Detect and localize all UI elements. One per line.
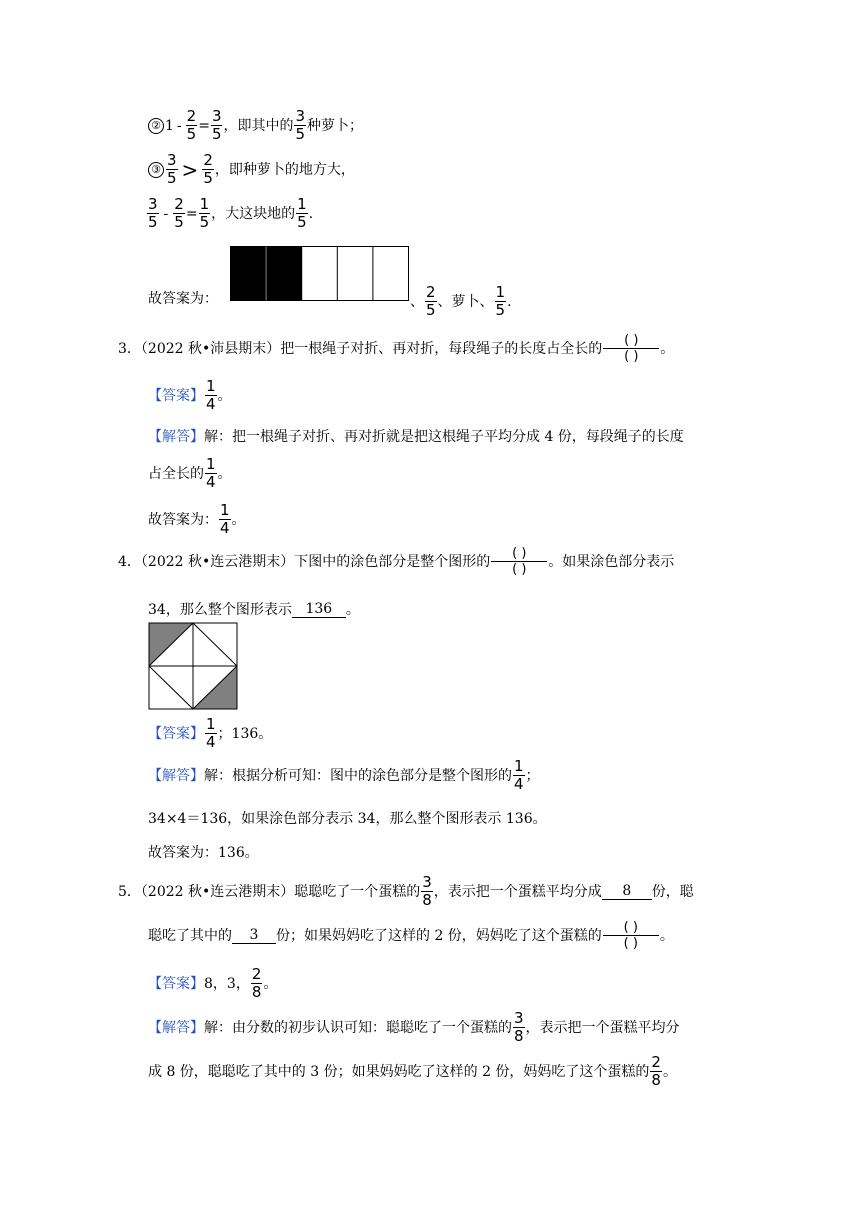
fraction: $\frac{2}{5}$ [426, 283, 436, 319]
q4-final [148, 846, 259, 860]
square-figure [148, 622, 240, 712]
q5-answer [148, 966, 277, 1001]
text: ，大这块地的 [211, 205, 296, 222]
step-number: ② [148, 118, 164, 134]
five-part-rectangle [230, 246, 410, 302]
text: 、萝卜、 [437, 293, 494, 310]
q5-analysis-line2 [148, 1054, 677, 1089]
q2-step2-line [148, 108, 363, 143]
fill-blank[interactable]: 3 [232, 927, 276, 944]
text: 解：根据分析可知：图中的涂色部分是整个图形的 [204, 767, 512, 784]
q4-analysis-line2 [148, 812, 547, 826]
fill-blank[interactable]: 8 [602, 883, 652, 900]
text: 种萝卜； [307, 117, 364, 134]
q4-stem-line1 [118, 546, 674, 577]
question-text: 4．（2022 秋•连云港期末）下图中的涂色部分是整个图形的 [118, 553, 491, 570]
q3-stem [118, 333, 674, 364]
text: 故答案为：136。 [148, 845, 259, 861]
analysis-tag: 【解答】 [148, 1019, 204, 1036]
text: ，即种萝卜的地方大， [214, 161, 355, 178]
fraction: $\frac{1}{5}$ [495, 283, 506, 319]
fraction: $\frac{3}{5}$ [211, 107, 222, 143]
answer-tag: 【答案】 [148, 975, 204, 992]
q3-analysis-line2 [148, 456, 232, 491]
text: 34×4＝136，如果涂色部分表示 34，那么整个图形表示 136。 [148, 811, 547, 827]
text: 8，3， [204, 975, 250, 992]
text: . [308, 205, 314, 222]
text: 。 [217, 465, 232, 482]
question-text: 5．（2022 秋•连云港期末）聪聪吃了一个蛋糕的 [118, 883, 421, 900]
fraction: $\frac{1}{5}$ [199, 195, 210, 231]
text: ，表示把一个蛋糕平均分成 [433, 883, 602, 900]
fraction: $\frac{3}{8}$ [422, 873, 432, 909]
fraction: $\frac{1}{4}$ [206, 455, 216, 491]
question-text: 聪吃了其中的 [148, 927, 232, 944]
question-text: 3．（2022 秋•沛县期末）把一根绳子对折、再对折，每段绳子的长度占全长的 [118, 340, 603, 357]
q3-final [148, 502, 246, 537]
text: ，表示把一个蛋糕平均分 [525, 1019, 680, 1036]
fraction: $\frac{1}{4}$ [206, 377, 216, 413]
q2-step3-line [148, 152, 355, 187]
q4-stem-line2 [148, 601, 360, 618]
operator: - [176, 117, 182, 134]
text: 。 [662, 1063, 677, 1080]
fill-blank[interactable]: 136 [292, 601, 346, 618]
q4-analysis-line1 [148, 758, 540, 793]
number: 1 [165, 117, 174, 134]
greater-than: > [181, 157, 199, 182]
text: 解：把一根绳子对折、再对折就是把这根绳子平均分成 4 份，每段绳子的长度 [204, 429, 684, 445]
text: . [507, 293, 512, 310]
text: 份，聪 [651, 883, 694, 900]
q2-answer-rest [410, 284, 512, 319]
fraction-blank[interactable]: $\frac{( )}{( )}$ [603, 333, 659, 364]
fraction: $\frac{2}{5}$ [174, 195, 184, 231]
q5-stem-line2 [148, 920, 674, 951]
equals: = [185, 205, 198, 222]
text: 。 [231, 511, 246, 528]
q2-step3b-line [146, 196, 313, 231]
text: ； [525, 767, 540, 784]
operator: - [163, 205, 169, 222]
fraction: $\frac{2}{5}$ [186, 107, 197, 143]
text: 。 [217, 387, 232, 404]
text: 解：由分数的初步认识可知：聪聪吃了一个蛋糕的 [204, 1019, 512, 1036]
answer-tag: 【答案】 [148, 387, 204, 404]
text: 份；如果妈妈吃了这样的 2 份，妈妈吃了这个蛋糕的 [276, 927, 602, 944]
text: 。 [660, 340, 675, 357]
q2-answer-prefix [148, 292, 218, 306]
fraction: $\frac{1}{4}$ [514, 757, 524, 793]
fraction-blank[interactable]: $\frac{( )}{( )}$ [491, 546, 547, 577]
fraction: $\frac{3}{5}$ [148, 195, 158, 231]
text: ；136。 [217, 725, 273, 742]
fraction: $\frac{1}{5}$ [297, 195, 307, 231]
step-number: ③ [148, 162, 164, 178]
fraction: $\frac{2}{8}$ [251, 965, 262, 1001]
q5-analysis-line1 [148, 1010, 680, 1045]
fraction-blank[interactable]: $\frac{( )}{( )}$ [603, 920, 659, 951]
text: 。 [263, 975, 278, 992]
text: 。 [659, 927, 674, 944]
question-text: 34，那么整个图形表示 [148, 601, 292, 618]
analysis-tag: 【解答】 [148, 429, 204, 445]
text: 占全长的 [148, 465, 204, 482]
text: 。 [345, 601, 360, 618]
answer-tag: 【答案】 [148, 725, 204, 742]
fraction: $\frac{3}{8}$ [514, 1009, 524, 1045]
fraction: $\frac{1}{4}$ [206, 715, 216, 751]
q5-stem-line1 [118, 874, 694, 909]
equals: = [198, 117, 210, 134]
q4-answer [148, 716, 272, 751]
text: 成 8 份，聪聪吃了其中的 3 份；如果妈妈吃了这样的 2 份，妈妈吃了这个蛋糕的 [148, 1063, 650, 1080]
text: 、 [410, 293, 424, 310]
fraction: $\frac{2}{8}$ [651, 1053, 661, 1089]
q3-analysis-line1 [148, 430, 684, 444]
text: ，即其中的 [223, 117, 294, 134]
text: 故答案为： [148, 291, 218, 307]
fraction: $\frac{3}{5}$ [295, 107, 306, 143]
text: 故答案为： [148, 511, 218, 528]
text: 。如果涂色部分表示 [548, 553, 675, 570]
fraction: $\frac{1}{4}$ [220, 501, 230, 537]
fraction: $\frac{2}{5}$ [203, 151, 213, 187]
q3-answer [148, 378, 232, 413]
fraction: $\frac{3}{5}$ [167, 151, 177, 187]
analysis-tag: 【解答】 [148, 767, 204, 784]
